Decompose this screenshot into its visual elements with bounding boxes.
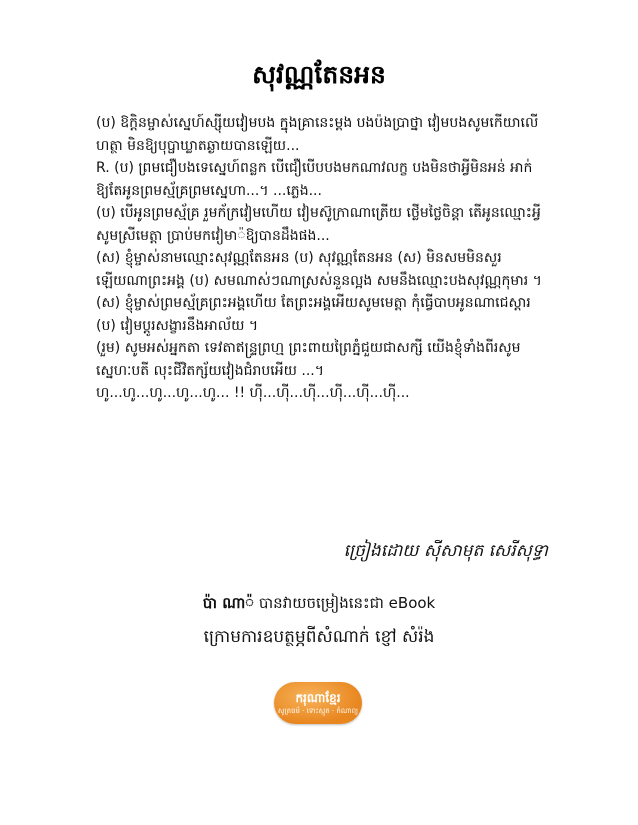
logo-title: ករុណាខ្មែរ <box>295 690 341 705</box>
lyrics-body <box>96 112 548 405</box>
lyrics-verse: (ស) ខ្ញុំម្ចាស់នាមឈ្មោះសុវណ្ណតែនអន (ប) សុវណ្ណតែនអន (ស) មិនសមមិនសួរឡើយណាព្រះអង្គ (ប) សមណាស់ៗណាស្រស់នួនល្អង សមនឹងឈ្មោះបងសុវណ្ណកុមារ ។ <box>96 250 542 289</box>
logo-subtitle: សូត្រធម៌ · ទោះស្មុត · កំណាព្យ <box>277 706 359 715</box>
lyrics-verse: ហូ...ហូ...ហូ...ហូ...ហូ... !! ហុី...ហុី...ហុី...ហុី...ហុី...ហុី... <box>96 385 410 401</box>
lyrics-verse: (ប) បើអូនព្រមស្ម័គ្រ រួមក័ក្រវៀមហើយ វៀមស៊ូក្រាណាត្រើយ ថ្លើមថ្លៃចិន្តា តើអូនឈ្មោះអ្វីសូមស្រីមេត្តា ប្រាប់មកវៀមា៉ឱ្យបានដឹងផង... <box>96 205 541 244</box>
sponsor-credit: ក្រោមការឧបត្ថម្ភពីសំណាក់ ខ្ញៅ សំរ៉ង <box>203 627 435 647</box>
typist-name: ប៉ា ណា៉ <box>202 594 255 612</box>
document-title: សុវណ្ណតែនអន <box>252 60 386 89</box>
author-credit: ច្រៀងដោយ ស៊ីសាមុត សេរីសុទ្ធា <box>343 541 548 561</box>
publisher-logo <box>274 682 362 724</box>
ebook-credit <box>0 594 638 616</box>
lyrics-verse: (ស) ខ្ញុំម្ចាស់ព្រមស្ម័គ្រព្រះអង្គហើយ តែព្រះអង្គអើយសូមមេត្តា កុំធ្វើបាបអូនណាជេស្តារ (ប) វៀមប្តូរសង្ខារនឹងអាល័យ ។ <box>96 295 531 334</box>
lyrics-verse: (ប) ឱក្តិនម្ចាស់ស្នេហ៍ស្ស៊ីយវៀមបង ក្នុងគ្រានេះម្ដង បងប៉ងប្រាថ្នា វៀមបងសូមកើយាលើហត្ថា មិនឱ្យបុប្ផាឃ្លាតឆ្ងាយបានឡើយ... <box>96 115 539 154</box>
lyrics-verse: (រួម) សូមអស់អ្នកតា ទេវតាឥន្ទ្រព្រហ្ម ព្រះពាយព្រៃភ្នំជួយជាសក្សី យើងខ្ញុំទាំងពីរសូមស្នេហៈបតី លុះជីវិតក្ស័យវៀងជំរាបអើយ ...។ <box>96 340 521 379</box>
ebook-credit-text: បានវាយចម្រៀងនេះជា eBook <box>258 594 436 612</box>
lyrics-verse: R. (ប) ព្រមជឿបងទេស្នេហ៍ពន្លក បើជឿបើបបងមកណាវលក្ខ បងមិនថាអ្វីមិនអន់ អាក់ ឱ្យតែអូនព្រមស្ម័គ្រព្រមស្នេហា...។ ...ភ្លេង... <box>96 160 533 199</box>
